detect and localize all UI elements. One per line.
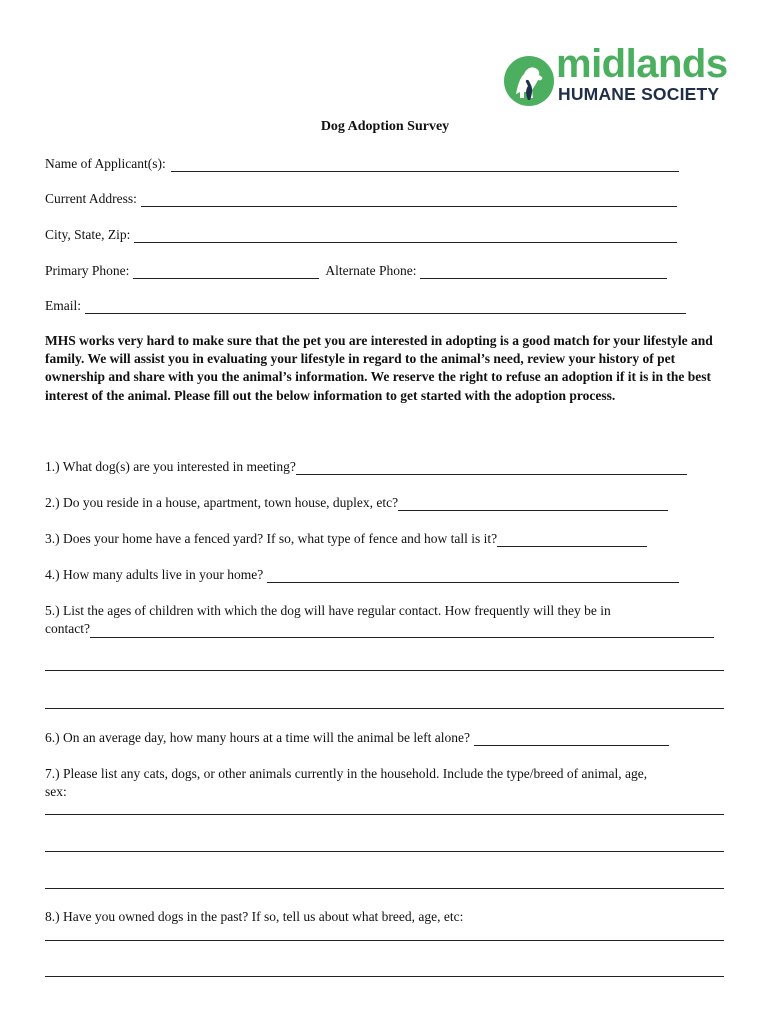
page-title: Dog Adoption Survey [320,119,450,134]
question-4-text: 4.) How many adults live in your home? [45,567,264,582]
question-7 [45,765,725,801]
question-7-answer-line-1[interactable] [45,814,724,815]
question-7-text-line-2: sex: [45,784,67,799]
question-5 [45,602,725,638]
address-field-blank[interactable] [141,194,677,207]
question-2-row [45,495,668,511]
question-7-answer-line-3[interactable] [45,888,724,889]
midlands-humane-society-logo [500,42,730,112]
city-field-blank[interactable] [134,230,677,243]
email-field-blank[interactable] [85,301,686,314]
logo-wordmark-humane-society: HUMANE SOCIETY [558,84,720,104]
question-4-row [45,567,679,583]
email-field-label: Email: [45,298,81,313]
question-4-blank[interactable] [267,570,679,583]
email-field-row [45,298,686,314]
question-3-row [45,531,647,547]
question-6-text: 6.) On an average day, how many hours at a time will the animal be left alone? [45,730,470,745]
logo-wordmark-midlands: midlands [556,42,728,86]
question-3-text: 3.) Does your home have a fenced yard? If so, what type of fence and how tall is it? [45,531,498,546]
name-field-blank[interactable] [171,159,679,172]
question-5-answer-line-2[interactable] [45,708,724,709]
city-field-label: City, State, Zip: [45,227,131,242]
question-1-row [45,459,687,475]
primary-phone-label: Primary Phone: [45,263,130,278]
dog-icon [502,54,556,108]
city-field-row [45,227,677,243]
address-field-label: Current Address: [45,191,137,206]
question-5-text-line-2: contact? [45,621,90,636]
question-5-blank[interactable] [90,625,714,638]
name-field-label: Name of Applicant(s): [45,156,166,171]
question-5-row-2 [45,620,725,638]
question-2-blank[interactable] [398,498,668,511]
question-8-text: 8.) Have you owned dogs in the past? If so, tell us about what breed, age, etc: [45,909,464,924]
question-6-blank[interactable] [474,733,669,746]
question-1-text: 1.) What dog(s) are you interested in meeting? [45,459,296,474]
question-8-row [45,909,463,925]
alternate-phone-label: Alternate Phone: [325,263,417,278]
phone-field-row [45,263,667,279]
question-5-answer-line-1[interactable] [45,670,724,671]
question-5-text-line-1: 5.) List the ages of children with which the dog will have regular contact. How frequently will they be in [45,603,611,618]
name-field-row [45,156,679,172]
question-8-answer-line-2[interactable] [45,976,724,977]
question-8-answer-line-1[interactable] [45,940,724,941]
question-1-blank[interactable] [296,462,687,475]
question-3-blank[interactable] [497,534,647,547]
question-6-row [45,730,669,746]
address-field-row [45,191,677,207]
question-2-text: 2.) Do you reside in a house, apartment, town house, duplex, etc? [45,495,399,510]
primary-phone-blank[interactable] [133,266,319,279]
alternate-phone-blank[interactable] [420,266,667,279]
question-7-answer-line-2[interactable] [45,851,724,852]
question-7-text-line-1: 7.) Please list any cats, dogs, or other animals currently in the household. Include the type/breed of animal, age, [45,766,648,781]
intro-paragraph: MHS works very hard to make sure that the pet you are interested in adopting is a good match for your lifestyle and family. We will assist you in evaluating your lifestyle in regard to the animal’s need, review your history of pet ownership and share with you the animal’s information. We reserve the right to refuse an adoption if it is in the best interest of the animal. Please fill out the below information to get started with the adoption process. [45,333,713,403]
